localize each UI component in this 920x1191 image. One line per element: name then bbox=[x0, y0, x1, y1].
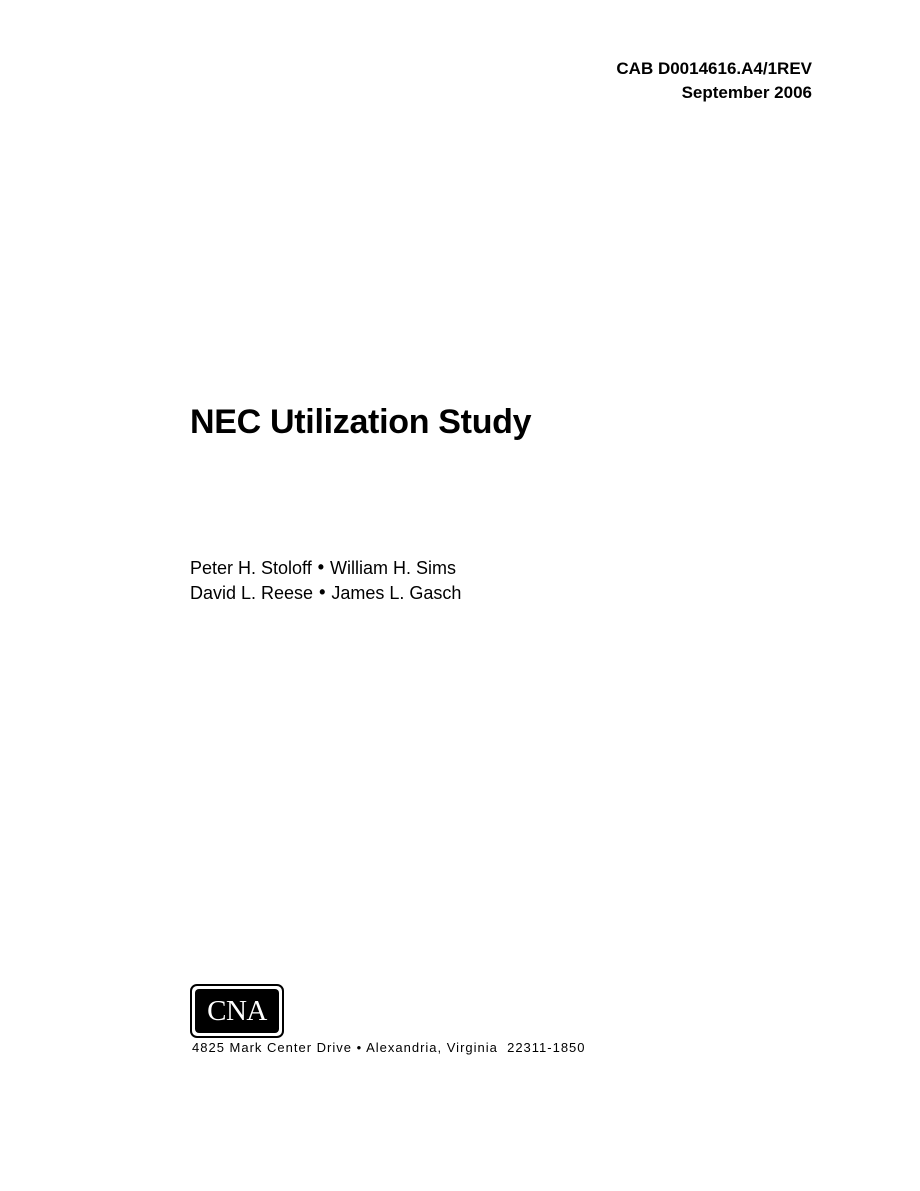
author-list bbox=[190, 556, 461, 606]
author-name: William H. Sims bbox=[330, 558, 457, 578]
author-name: David L. Reese bbox=[190, 583, 314, 603]
bullet-separator: • bbox=[356, 1040, 363, 1055]
address-city: Alexandria, Virginia 22311-1850 bbox=[366, 1040, 586, 1055]
document-number: CAB D0014616.A4/1REV bbox=[616, 59, 812, 78]
author-line-2 bbox=[190, 581, 461, 606]
organization-address bbox=[192, 1040, 586, 1056]
document-date: September 2006 bbox=[681, 83, 812, 102]
document-title: NEC Utilization Study bbox=[190, 403, 532, 441]
cna-logo bbox=[190, 984, 284, 1038]
bullet-separator: • bbox=[317, 557, 325, 577]
cna-logo-text: CNA bbox=[195, 989, 279, 1033]
author-name: James L. Gasch bbox=[331, 583, 462, 603]
author-name: Peter H. Stoloff bbox=[190, 558, 312, 578]
author-line-1 bbox=[190, 556, 461, 581]
address-street: 4825 Mark Center Drive bbox=[192, 1040, 352, 1055]
bullet-separator: • bbox=[319, 582, 326, 602]
